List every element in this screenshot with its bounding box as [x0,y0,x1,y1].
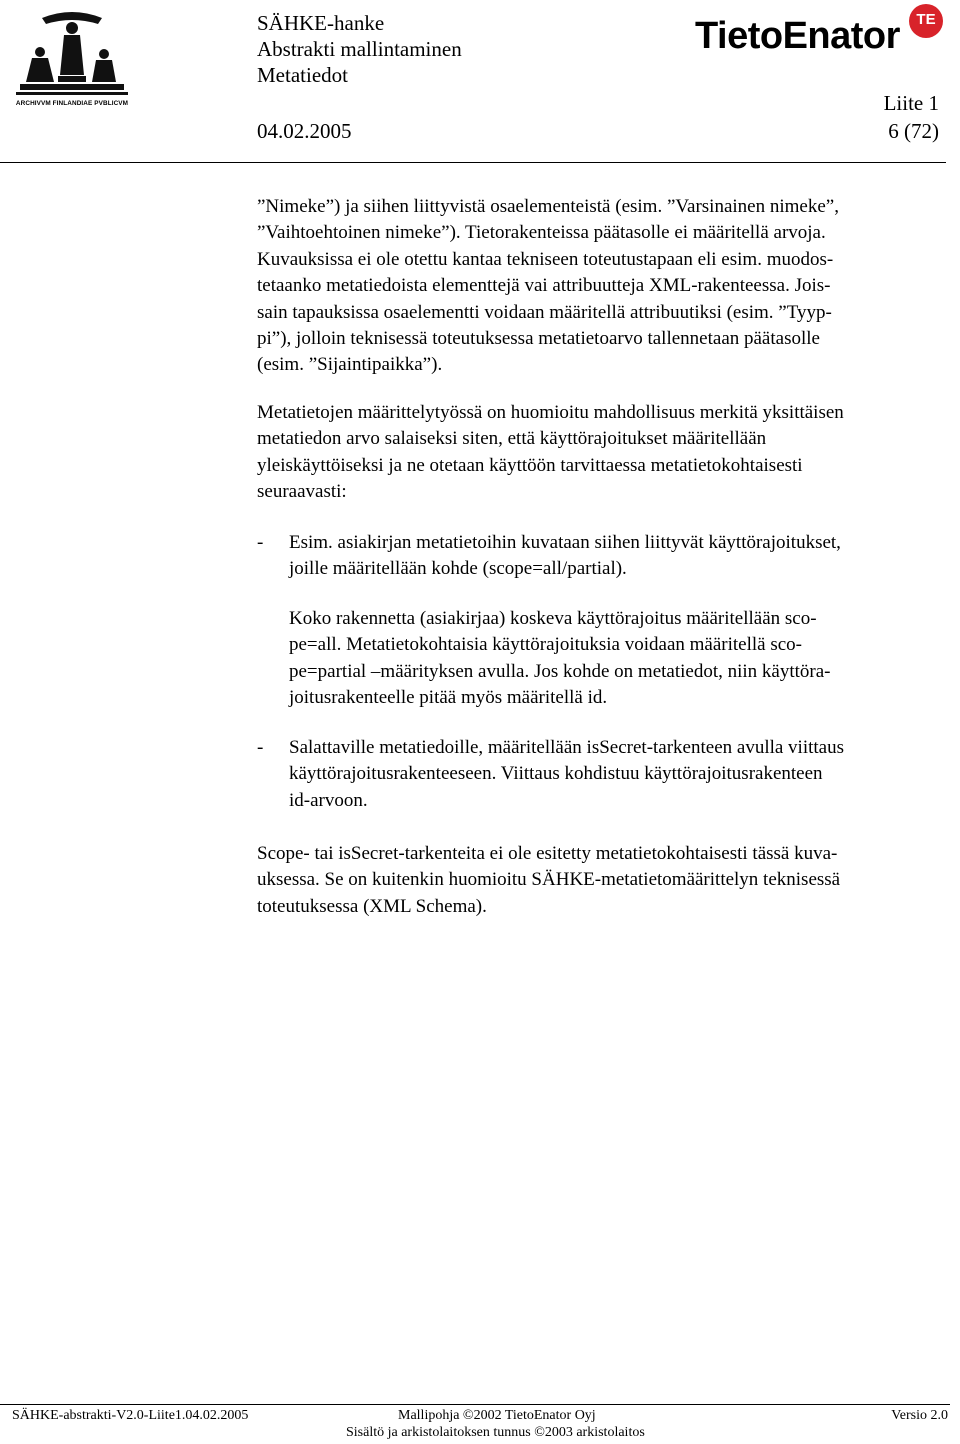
footer-template: Mallipohja ©2002 TietoEnator Oyj [398,1408,596,1423]
text-line: Metatietojen määrittelytyössä on huomioitu mahdollisuus merkitä yksittäisen [257,402,844,423]
text-line: joille määritellään kohde (scope=all/partial). [289,558,627,580]
text-line: pe=all. Metatietokohtaisia käyttörajoituksia voidaan määritellä sco- [289,634,802,656]
text-line: uksessa. Se on kuitenkin huomioitu SÄHKE-metatietomäärittelyn teknisessä [257,869,841,891]
footer-document-id: SÄHKE-abstrakti-V2.0-Liite1.04.02.2005 [12,1408,249,1423]
list-bullet: - [257,737,264,758]
footer-copyright: Sisältö ja arkistolaitoksen tunnus ©2003 arkistolaitos [346,1425,645,1440]
header-date: 04.02.2005 [257,119,352,143]
paragraph-3 [257,841,947,920]
text-line: Koko rakennetta (asiakirjaa) koskeva käyttörajoitus määritellään sco- [289,608,817,629]
text-line: pe=partial –määrityksen avulla. Jos kohde on metatiedot, niin käyttöra- [289,660,831,682]
header-rule [0,162,946,163]
text-line: Scope- tai isSecret-tarkenteita ei ole esitetty metatietokohtaisesti tässä kuva- [257,843,838,864]
text-line: (esim. ”Sijaintipaikka”). [257,354,443,376]
text-line: Salattaville metatiedoille, määritellään isSecret-tarkenteen avulla viittaus [289,737,844,758]
text-line: ”Nimeke”) ja siihen liittyvistä osaelementeistä (esim. ”Varsinainen nimeke”, [257,196,839,217]
text-line: pi”), jolloin teknisessä toteutuksessa metatietoarvo tallennetaan päätasolle [257,328,820,350]
list-item [289,735,949,814]
text-line: Kuvauksissa ei ole otettu kantaa tekniseen toteutustapaan eli esim. muodos- [257,248,834,270]
text-line: joitusrakenteelle pitää myös määritellä id. [289,687,608,709]
tietoenator-wordmark: TietoEnator [695,15,900,57]
paragraph-2 [257,400,947,506]
text-line: käyttörajoitusrakenteeseen. Viittaus kohdistuu käyttörajoitusrakenteen [289,763,823,785]
footer-rule [0,1404,950,1405]
header-section: Metatiedot [257,63,348,87]
archive-logo-caption: ARCHIVVM FINLANDIAE PVBLICVM [15,100,129,107]
list-item [289,530,949,583]
text-line: id-arvoon. [289,789,368,811]
tietoenator-logo [695,4,945,64]
list-bullet: - [257,532,264,553]
paragraph-1 [257,194,947,379]
archive-logo [12,8,132,116]
footer-version: Versio 2.0 [891,1408,948,1423]
text-line: sain tapauksissa osaelementti voidaan määritellä attribuutiksi (esim. ”Tyyp- [257,301,832,323]
header-subtitle: Abstrakti mallintaminen [257,37,462,61]
list-item-detail [289,606,949,712]
text-line: ”Vaihtoehtoinen nimeke”). Tietorakenteissa päätasolle ei määritellä arvoja. [257,222,826,244]
header-project: SÄHKE-hanke [257,11,385,35]
text-line: seuraavasti: [257,481,347,503]
te-badge-icon [909,4,943,38]
te-badge-label: TE [916,11,936,28]
text-line: metatiedon arvo salaiseksi siten, että käyttörajoitukset määritellään [257,428,767,450]
header-attachment: Liite 1 [883,91,939,115]
text-line: tetaanko metatiedoista elementtejä vai attribuutteja XML-rakenteessa. Jois- [257,275,831,297]
text-line: toteutuksessa (XML Schema). [257,895,487,917]
text-line: Esim. asiakirjan metatietoihin kuvataan siihen liittyvät käyttörajoitukset, [289,532,841,553]
header-title-block [257,10,462,88]
header-page-number: 6 (72) [888,119,939,143]
text-line: yleiskäyttöiseksi ja ne otetaan käyttöön tarvittaessa metatietokohtaisesti [257,454,803,476]
